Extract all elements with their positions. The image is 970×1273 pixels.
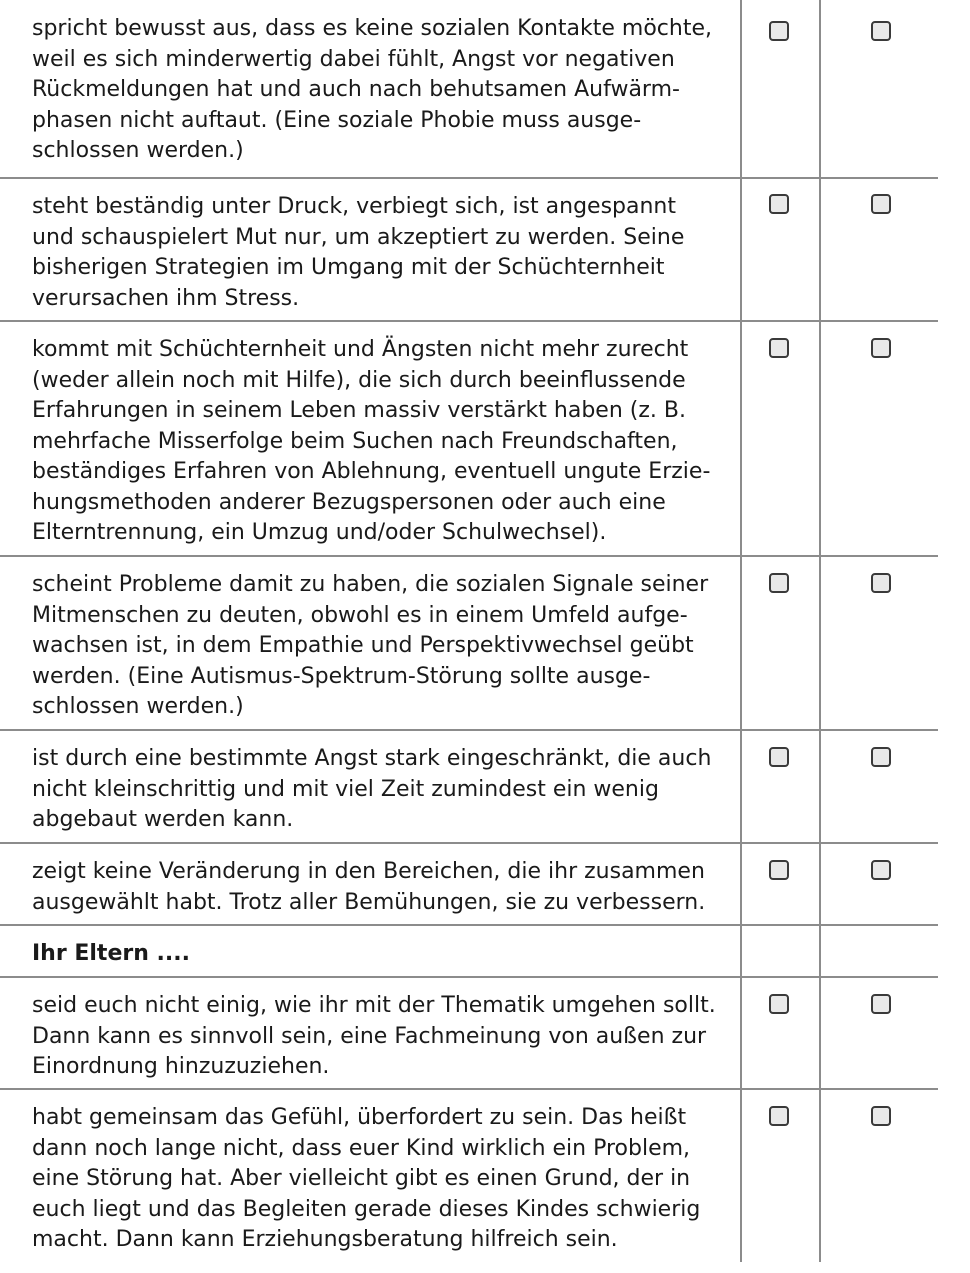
text-line: ausgewählt habt. Trotz aller Bemühungen, sie zu verbessern.: [32, 889, 706, 915]
checkbox-column-1[interactable]: [769, 338, 789, 358]
table-row: [0, 0, 938, 178]
text-line: verursachen ihm Stress.: [32, 285, 300, 311]
row-text: [32, 991, 732, 1083]
table-row: [0, 556, 938, 730]
checkbox-column-2[interactable]: [871, 1106, 891, 1126]
text-line: Mitmenschen zu deuten, obwohl es in einem Umfeld aufge-: [32, 602, 688, 628]
row-text: [32, 335, 732, 549]
checkbox-column-2[interactable]: [871, 573, 891, 593]
table-row: [0, 178, 938, 321]
checkbox-column-2[interactable]: [871, 747, 891, 767]
checkbox-column-1[interactable]: [769, 747, 789, 767]
table-row: [0, 843, 938, 925]
checkbox-column-2[interactable]: [871, 994, 891, 1014]
text-line: zeigt keine Veränderung in den Bereichen, die ihr zusammen: [32, 859, 705, 884]
row-text: [32, 192, 732, 314]
text-line: nicht kleinschrittig und mit viel Zeit zumindest ein wenig: [32, 776, 659, 802]
section-heading-row: [0, 925, 938, 977]
text-line: Einordnung hinzuzuziehen.: [32, 1054, 330, 1079]
text-line: seid euch nicht einig, wie ihr mit der Thematik umgehen sollt.: [32, 993, 716, 1018]
row-text: [32, 570, 732, 723]
text-line: Erfahrungen in seinem Leben massiv verstärkt haben (z. B.: [32, 398, 686, 423]
text-line: dann noch lange nicht, dass euer Kind wirklich ein Problem,: [32, 1135, 691, 1161]
text-line: spricht bewusst aus, dass es keine sozialen Kontakte möchte,: [32, 16, 712, 41]
text-line: schlossen werden.): [32, 138, 244, 163]
section-heading: [32, 939, 732, 970]
checkbox-column-1[interactable]: [769, 994, 789, 1014]
text-line: Elterntrennung, ein Umzug und/oder Schulwechsel).: [32, 520, 607, 545]
table-row: [0, 321, 938, 556]
text-line: euch liegt und das Begleiten gerade dieses Kindes schwierig: [32, 1196, 701, 1222]
text-line: scheint Probleme damit zu haben, die sozialen Signale seiner: [32, 572, 709, 597]
text-line: hungsmethoden anderer Bezugspersonen oder auch eine: [32, 489, 666, 515]
table-row: [0, 730, 938, 843]
checkbox-column-1[interactable]: [769, 573, 789, 593]
text-line: eine Störung hat. Aber vielleicht gibt es einen Grund, der in: [32, 1166, 691, 1191]
checkbox-column-1[interactable]: [769, 194, 789, 214]
text-line: werden. (Eine Autismus-Spektrum-Störung sollte ausge-: [32, 663, 651, 689]
checkbox-column-1[interactable]: [769, 860, 789, 880]
text-line: ist durch eine bestimmte Angst stark eingeschränkt, die auch: [32, 746, 712, 771]
row-text: [32, 857, 732, 918]
text-line: Dann kann es sinnvoll sein, eine Fachmeinung von außen zur: [32, 1023, 707, 1049]
text-line: macht. Dann kann Erziehungsberatung hilfreich sein.: [32, 1227, 618, 1252]
text-line: steht beständig unter Druck, verbiegt sich, ist angespannt: [32, 194, 677, 219]
text-line: bisherigen Strategien im Umgang mit der Schüchternheit: [32, 255, 665, 280]
checkbox-column-2[interactable]: [871, 860, 891, 880]
text-line: weil es sich minderwertig dabei fühlt, Angst vor negativen: [32, 46, 675, 72]
text-line: Ihr Eltern ....: [32, 941, 190, 966]
text-line: wachsen ist, in dem Empathie und Perspektivwechsel geübt: [32, 633, 694, 658]
text-line: beständiges Erfahren von Ablehnung, eventuell ungute Erzie-: [32, 459, 711, 484]
text-line: schlossen werden.): [32, 694, 244, 719]
row-text: [32, 744, 732, 836]
text-line: abgebaut werden kann.: [32, 807, 294, 832]
text-line: und schauspielert Mut nur, um akzeptiert zu werden. Seine: [32, 224, 685, 250]
row-text: [32, 1103, 732, 1256]
text-line: phasen nicht auftaut. (Eine soziale Phobie muss ausge-: [32, 107, 642, 133]
text-line: (weder allein noch mit Hilfe), die sich durch beeinflussende: [32, 367, 686, 393]
checkbox-column-2[interactable]: [871, 338, 891, 358]
table-row: [0, 1089, 938, 1264]
checkbox-column-2[interactable]: [871, 194, 891, 214]
table-row: [0, 977, 938, 1089]
text-line: habt gemeinsam das Gefühl, überfordert zu sein. Das heißt: [32, 1105, 687, 1130]
text-line: kommt mit Schüchternheit und Ängsten nicht mehr zurecht: [32, 337, 689, 362]
checkbox-column-1[interactable]: [769, 21, 789, 41]
checkbox-column-1[interactable]: [769, 1106, 789, 1126]
checkbox-column-2[interactable]: [871, 21, 891, 41]
row-text: [32, 14, 732, 167]
text-line: Rückmeldungen hat und auch nach behutsamen Aufwärm-: [32, 77, 680, 102]
text-line: mehrfache Misserfolge beim Suchen nach Freundschaften,: [32, 428, 678, 454]
